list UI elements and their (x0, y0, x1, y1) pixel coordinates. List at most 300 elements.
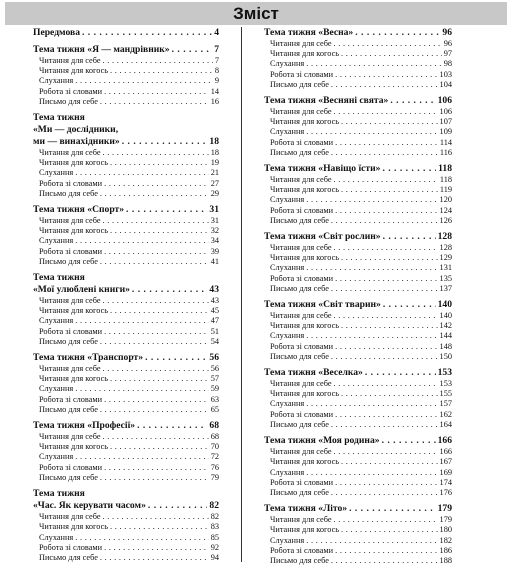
leader-dots (382, 435, 436, 447)
toc-entry-label: Робота зі словами (270, 477, 334, 487)
toc-page-number: 45 (210, 306, 219, 316)
toc-entry-label: Тема тижня «Транспорт» (33, 352, 144, 364)
leader-dots (306, 195, 437, 205)
leader-dots (334, 39, 442, 49)
toc-entry-label: Робота зі словами (39, 542, 103, 552)
toc-page-number: 180 (439, 525, 452, 535)
toc-subentry[interactable] (264, 420, 452, 430)
toc-page-number: 19 (210, 158, 219, 168)
toc-entry-label: Читання для когось (39, 306, 109, 316)
toc-entry-label: Слухання (39, 168, 74, 178)
leader-dots (75, 236, 208, 246)
toc-subentry[interactable] (264, 117, 452, 127)
toc-page-number: 131 (439, 263, 452, 273)
toc-page-number: 169 (439, 467, 452, 477)
toc-entry-label: Читання для себе (39, 364, 101, 374)
toc-page-number: 14 (210, 86, 219, 96)
toc-page-number: 57 (210, 374, 219, 384)
toc-entry-label: «Час. Як керувати часом» (33, 500, 146, 512)
toc-page-number: 72 (210, 452, 219, 462)
leader-dots (104, 395, 209, 405)
toc-entry-label: Слухання (270, 331, 305, 341)
toc-entry-label: Читання для когось (270, 525, 340, 535)
toc-entry-label: Письмо для себе (270, 555, 329, 565)
leader-dots (110, 522, 209, 532)
leader-dots (306, 59, 441, 69)
leader-dots (110, 442, 209, 452)
toc-page-number: 137 (439, 283, 452, 293)
toc-entry-label: Робота зі словами (39, 86, 103, 96)
toc-subentry[interactable] (264, 253, 452, 263)
toc-entry-label: Письмо для себе (39, 256, 98, 266)
toc-entry-label: Тема тижня «Весняні свята» (264, 95, 389, 107)
toc-section-heading[interactable] (33, 204, 219, 216)
leader-dots (334, 175, 438, 185)
toc-subentry[interactable] (33, 364, 219, 374)
toc-entry-label: Робота зі словами (270, 409, 334, 419)
toc-subentry[interactable] (264, 457, 452, 467)
leader-dots (341, 321, 438, 331)
leader-dots (383, 231, 436, 243)
toc-subentry[interactable] (264, 59, 452, 69)
toc-page-number: 43 (209, 284, 219, 296)
toc-subentry[interactable] (264, 138, 452, 148)
leader-dots (335, 410, 437, 420)
toc-page-number: 144 (439, 331, 452, 341)
toc-subentry[interactable] (33, 296, 219, 306)
toc-subentry[interactable] (33, 327, 219, 337)
toc-section-heading[interactable] (264, 27, 452, 39)
toc-right-column (264, 27, 452, 566)
toc-subentry[interactable] (264, 127, 452, 137)
toc-page-number: 63 (210, 394, 219, 404)
toc-page-number: 176 (439, 487, 452, 497)
toc-page-number: 98 (443, 59, 452, 69)
toc-subentry[interactable] (264, 185, 452, 195)
toc-page-number: 56 (210, 364, 219, 374)
contents-title: Зміст (233, 4, 279, 23)
toc-subentry[interactable] (33, 316, 219, 326)
contents-header (5, 2, 507, 25)
leader-dots (341, 117, 438, 127)
toc-entry-label: Читання для когось (39, 226, 109, 236)
toc-section-heading[interactable] (33, 136, 219, 148)
toc-entry-label: Робота зі словами (39, 394, 103, 404)
toc-page-number: 118 (438, 163, 452, 175)
toc-entry-label: Читання для когось (270, 457, 340, 467)
toc-entry-label: Робота зі словами (39, 326, 103, 336)
toc-section-heading[interactable] (264, 503, 452, 515)
toc-subentry[interactable] (33, 76, 219, 86)
toc-page-number: 4 (214, 27, 219, 38)
toc-section-heading[interactable] (264, 367, 452, 379)
toc-page-number: 47 (210, 316, 219, 326)
toc-entry-label: Слухання (270, 399, 305, 409)
toc-entry-intro[interactable] (33, 27, 219, 39)
toc-subentry[interactable] (33, 522, 219, 532)
toc-subentry[interactable] (264, 311, 452, 321)
toc-section-heading[interactable] (264, 163, 452, 175)
toc-section-heading-line: Тема тижня (33, 488, 85, 500)
leader-dots (365, 367, 436, 379)
leader-dots (335, 138, 438, 148)
toc-page-number: 106 (439, 107, 452, 117)
toc-section-heading[interactable] (264, 95, 452, 107)
toc-entry-label: Тема тижня «Я — мандрівник» (33, 44, 170, 55)
leader-dots (334, 311, 438, 321)
toc-subentry[interactable] (33, 384, 219, 394)
toc-page-number: 29 (210, 188, 219, 198)
toc-entry-label: Читання для себе (39, 56, 101, 65)
leader-dots (341, 457, 438, 467)
toc-subentry[interactable] (264, 80, 452, 90)
leader-dots (126, 204, 207, 216)
toc-page-number: 104 (439, 79, 452, 89)
toc-entry-label: Читання для себе (39, 512, 101, 522)
toc-entry-label: Письмо для себе (270, 487, 329, 497)
toc-page-number: 79 (210, 472, 219, 482)
toc-section-heading[interactable] (33, 352, 219, 364)
toc-entry-label: Тема тижня «Світ рослин» (264, 231, 381, 243)
toc-page-number: 18 (209, 136, 219, 148)
toc-subentry[interactable] (33, 374, 219, 384)
leader-dots (335, 342, 437, 352)
leader-dots (334, 447, 438, 457)
toc-entry-label: Читання для себе (270, 107, 332, 117)
leader-dots (331, 420, 438, 430)
toc-entry-label: Читання для себе (270, 39, 332, 48)
toc-section-heading[interactable] (33, 284, 219, 296)
toc-left-column (33, 27, 219, 563)
toc-page-number: 41 (210, 256, 219, 266)
toc-entry-label: Читання для себе (39, 148, 101, 158)
leader-dots (341, 253, 438, 263)
leader-dots (104, 463, 209, 473)
leader-dots (104, 247, 209, 257)
toc-subentry[interactable] (33, 512, 219, 522)
leader-dots (122, 136, 208, 148)
toc-subentry[interactable] (264, 515, 452, 525)
toc-subentry[interactable] (264, 175, 452, 185)
toc-subentry[interactable] (33, 148, 219, 158)
toc-page-number: 140 (437, 299, 452, 311)
toc-page-number: 82 (209, 500, 219, 512)
toc-page-number: 157 (439, 399, 452, 409)
toc-subentry[interactable] (264, 546, 452, 556)
toc-entry-label: Слухання (39, 532, 74, 542)
toc-page-number: 126 (439, 215, 452, 225)
toc-section-heading[interactable] (33, 500, 219, 512)
toc-entry-label: Робота зі словами (39, 462, 103, 472)
toc-subentry[interactable] (264, 206, 452, 216)
toc-subentry[interactable] (33, 158, 219, 168)
leader-dots (334, 243, 438, 253)
toc-entry-label: Читання для себе (39, 216, 101, 226)
toc-entry-label: Тема тижня «Спорт» (33, 204, 125, 216)
leader-dots (75, 384, 208, 394)
toc-entry-label: Письмо для себе (39, 336, 98, 346)
leader-dots (100, 97, 209, 107)
toc-entry-label: Слухання (270, 195, 305, 205)
toc-page-number: 8 (214, 66, 219, 76)
toc-subentry[interactable] (264, 148, 452, 158)
toc-page-number: 92 (210, 542, 219, 552)
toc-subentry[interactable] (264, 379, 452, 389)
toc-page-number: 83 (210, 522, 219, 532)
toc-entry-label: Читання для себе (270, 175, 332, 185)
toc-subentry[interactable] (33, 216, 219, 226)
leader-dots (331, 216, 438, 226)
leader-dots (145, 352, 207, 364)
toc-entry-label: Читання для когось (270, 185, 340, 195)
toc-entry-label: Читання для когось (39, 158, 109, 168)
toc-subentry[interactable] (33, 257, 219, 267)
toc-subentry[interactable] (264, 107, 452, 117)
toc-subentry[interactable] (264, 331, 452, 341)
toc-section-heading[interactable] (33, 44, 219, 56)
leader-dots (331, 556, 438, 566)
toc-page-number: 118 (439, 175, 452, 185)
toc-subentry[interactable] (264, 243, 452, 253)
toc-entry-label: Читання для когось (270, 117, 340, 127)
toc-page-number: 16 (210, 96, 219, 106)
leader-dots (331, 488, 438, 498)
toc-page-number: 31 (210, 216, 219, 226)
toc-subentry[interactable] (33, 395, 219, 405)
toc-entry-label: Письмо для себе (270, 351, 329, 361)
toc-subentry[interactable] (33, 452, 219, 462)
toc-subentry[interactable] (264, 321, 452, 331)
column-divider (241, 27, 242, 562)
toc-entry-label: Читання для когось (39, 522, 109, 532)
leader-dots (148, 500, 208, 512)
toc-entry-label: Слухання (270, 467, 305, 477)
toc-subentry[interactable] (33, 56, 219, 66)
toc-subentry[interactable] (264, 468, 452, 478)
leader-dots (331, 352, 438, 362)
toc-page-number: 182 (439, 535, 452, 545)
toc-subentry[interactable] (264, 488, 452, 498)
toc-entry-label: Тема тижня «Моя родина» (264, 435, 380, 447)
toc-entry-label: Читання для когось (270, 49, 340, 59)
toc-subentry[interactable] (264, 216, 452, 226)
toc-page-number: 107 (439, 117, 452, 127)
leader-dots (75, 168, 208, 178)
toc-subentry[interactable] (33, 337, 219, 347)
leader-dots (335, 478, 437, 488)
toc-subentry[interactable] (33, 405, 219, 415)
toc-entry-label: Читання для себе (270, 243, 332, 253)
toc-page-number: 188 (439, 555, 452, 565)
toc-subentry[interactable] (264, 263, 452, 273)
leader-dots (103, 512, 209, 522)
toc-subentry[interactable] (33, 442, 219, 452)
leader-dots (341, 389, 438, 399)
toc-subentry[interactable] (33, 543, 219, 553)
toc-entry-label: Слухання (39, 452, 74, 462)
leader-dots (341, 525, 438, 535)
toc-subentry[interactable] (33, 226, 219, 236)
leader-dots (382, 163, 436, 175)
toc-subentry[interactable] (264, 410, 452, 420)
toc-subentry[interactable] (33, 553, 219, 563)
leader-dots (306, 468, 437, 478)
toc-entry-label: Письмо для себе (39, 472, 98, 482)
toc-page-number: 140 (439, 311, 452, 321)
toc-subentry[interactable] (33, 189, 219, 199)
toc-page-number: 103 (439, 69, 452, 79)
toc-subentry[interactable] (33, 87, 219, 97)
toc-section-heading[interactable] (264, 435, 452, 447)
leader-dots (82, 27, 212, 39)
toc-page-number: 7 (214, 56, 219, 65)
toc-subentry[interactable] (264, 525, 452, 535)
toc-section-heading[interactable] (264, 231, 452, 243)
toc-subentry[interactable] (33, 97, 219, 107)
toc-page-number: 56 (209, 352, 219, 364)
leader-dots (103, 148, 209, 158)
toc-page-number: 120 (439, 195, 452, 205)
toc-page-number: 82 (210, 512, 219, 522)
toc-page-number: 186 (439, 545, 452, 555)
toc-page-number: 153 (439, 379, 452, 389)
leader-dots (341, 185, 438, 195)
toc-page-number: 106 (437, 95, 452, 107)
toc-entry-label: Письмо для себе (270, 215, 329, 225)
leader-dots (335, 546, 437, 556)
toc-subentry[interactable] (33, 66, 219, 76)
toc-subentry[interactable] (33, 247, 219, 257)
leader-dots (75, 76, 213, 86)
toc-page-number: 116 (439, 147, 452, 157)
toc-page-number: 9 (214, 76, 219, 86)
toc-section-heading[interactable] (264, 299, 452, 311)
leader-dots (100, 337, 209, 347)
toc-page-number: 94 (210, 552, 219, 562)
toc-subentry[interactable] (264, 284, 452, 294)
leader-dots (110, 226, 209, 236)
toc-subentry[interactable] (264, 399, 452, 409)
toc-entry-label: Читання для когось (270, 321, 340, 331)
toc-page-number: 18 (210, 148, 219, 158)
toc-page-number: 124 (439, 205, 452, 215)
toc-subentry[interactable] (264, 556, 452, 566)
toc-entry-label: Тема тижня «Літо» (264, 503, 348, 515)
leader-dots (75, 533, 208, 543)
toc-entry-label: Робота зі словами (270, 137, 334, 147)
leader-dots (335, 206, 437, 216)
toc-entry-label: Слухання (270, 263, 305, 273)
toc-page-number: 135 (439, 273, 452, 283)
toc-page-number: 150 (439, 351, 452, 361)
toc-subentry[interactable] (264, 39, 452, 49)
toc-page-number: 164 (439, 419, 452, 429)
toc-entry-label: Письмо для себе (39, 552, 98, 562)
toc-entry-label: Робота зі словами (39, 178, 103, 188)
toc-subentry[interactable] (264, 195, 452, 205)
leader-dots (334, 515, 438, 525)
leader-dots (335, 70, 437, 80)
toc-entry-label: ми — винахідники» (33, 136, 120, 148)
toc-page-number: 153 (437, 367, 452, 379)
leader-dots (75, 452, 208, 462)
toc-entry-label: Робота зі словами (270, 545, 334, 555)
toc-page-number: 128 (439, 243, 452, 253)
toc-page-number: 96 (442, 27, 452, 38)
toc-subentry[interactable] (264, 49, 452, 59)
toc-subentry[interactable] (264, 536, 452, 546)
toc-page-number: 85 (210, 532, 219, 542)
leader-dots (306, 263, 437, 273)
toc-page-number: 32 (210, 226, 219, 236)
toc-subentry[interactable] (264, 478, 452, 488)
toc-subentry[interactable] (33, 306, 219, 316)
toc-entry-label: Читання для себе (270, 447, 332, 457)
toc-entry-label: Читання для себе (39, 296, 101, 306)
toc-subentry[interactable] (264, 389, 452, 399)
toc-page-number: 96 (443, 39, 452, 48)
toc-subentry[interactable] (33, 463, 219, 473)
leader-dots (100, 257, 209, 267)
toc-page-number: 68 (210, 432, 219, 442)
leader-dots (383, 299, 436, 311)
toc-entry-label: Тема тижня «Професії» (33, 420, 136, 432)
leader-dots (100, 473, 209, 483)
toc-entry-label: Слухання (39, 384, 74, 394)
toc-page-number: 43 (210, 296, 219, 306)
toc-entry-label: Читання для себе (270, 515, 332, 525)
toc-subentry[interactable] (33, 432, 219, 442)
toc-page-number: 27 (210, 178, 219, 188)
toc-entry-label: Читання для когось (270, 253, 340, 263)
toc-entry-label: Робота зі словами (270, 205, 334, 215)
toc-subentry[interactable] (33, 473, 219, 483)
toc-entry-label: Читання для себе (270, 379, 332, 389)
toc-subentry[interactable] (33, 179, 219, 189)
toc-subentry[interactable] (264, 274, 452, 284)
toc-page-number: 167 (439, 457, 452, 467)
leader-dots (104, 327, 209, 337)
toc-subentry[interactable] (264, 447, 452, 457)
leader-dots (104, 179, 209, 189)
leader-dots (75, 316, 208, 326)
leader-dots (104, 543, 209, 553)
toc-subentry[interactable] (264, 342, 452, 352)
toc-page-number: 31 (209, 204, 219, 216)
toc-page-number: 109 (439, 127, 452, 137)
leader-dots (306, 536, 437, 546)
toc-section-heading[interactable] (33, 420, 219, 432)
leader-dots (103, 364, 209, 374)
toc-entry-label: Письмо для себе (270, 419, 329, 429)
toc-entry-label: Слухання (39, 236, 74, 246)
toc-subentry[interactable] (33, 168, 219, 178)
leader-dots (104, 87, 209, 97)
toc-entry-label: Робота зі словами (270, 273, 334, 283)
toc-subentry[interactable] (264, 352, 452, 362)
toc-page-number: 34 (210, 236, 219, 246)
leader-dots (306, 331, 437, 341)
toc-subentry[interactable] (264, 70, 452, 80)
toc-subentry[interactable] (33, 533, 219, 543)
toc-page-number: 59 (210, 384, 219, 394)
toc-subentry[interactable] (33, 236, 219, 246)
leader-dots (349, 503, 436, 515)
leader-dots (341, 49, 442, 59)
toc-entry-label: Слухання (270, 59, 305, 69)
leader-dots (172, 44, 213, 56)
leader-dots (103, 296, 209, 306)
